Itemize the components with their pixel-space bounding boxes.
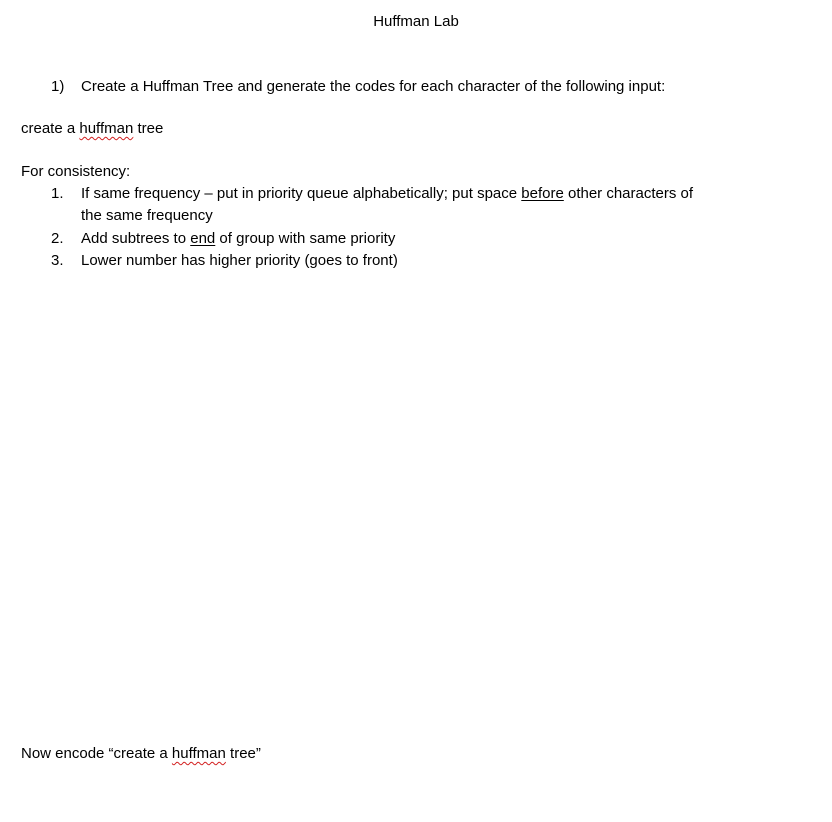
input-text-after: tree bbox=[133, 120, 164, 137]
rule-3-number: 3. bbox=[51, 252, 64, 269]
rule-2-text bbox=[81, 230, 395, 248]
rule-1-line-1 bbox=[81, 185, 693, 203]
rule-3-text: Lower number has higher priority (goes to front) bbox=[81, 252, 398, 269]
rule-2-underlined-word: end bbox=[190, 230, 216, 247]
rule-2-number: 2. bbox=[51, 230, 64, 247]
rule-1-text-before: If same frequency – put in priority queue alphabetically; put space bbox=[81, 185, 522, 202]
question-number: 1) bbox=[51, 78, 65, 95]
encode-prompt-misspelled-word: huffman bbox=[171, 745, 226, 762]
question-text: Create a Huffman Tree and generate the codes for each character of the following input: bbox=[81, 78, 666, 95]
rule-1-number: 1. bbox=[51, 185, 64, 202]
consistency-heading: For consistency: bbox=[21, 163, 131, 180]
rule-2-text-after: of group with same priority bbox=[215, 230, 396, 247]
rule-2-text-before: Add subtrees to bbox=[81, 230, 191, 247]
rule-1-text-after: other characters of bbox=[563, 185, 694, 202]
input-text-misspelled-word: huffman bbox=[79, 120, 134, 137]
rule-1-line-2: the same frequency bbox=[81, 207, 213, 224]
input-text-before: create a bbox=[21, 120, 80, 137]
encode-prompt-after: tree” bbox=[225, 745, 261, 762]
encode-prompt bbox=[21, 745, 261, 763]
input-text bbox=[21, 120, 163, 138]
document-title: Huffman Lab bbox=[373, 13, 459, 30]
encode-prompt-before: Now encode “create a bbox=[21, 745, 172, 762]
rule-1-underlined-word: before bbox=[521, 185, 564, 202]
